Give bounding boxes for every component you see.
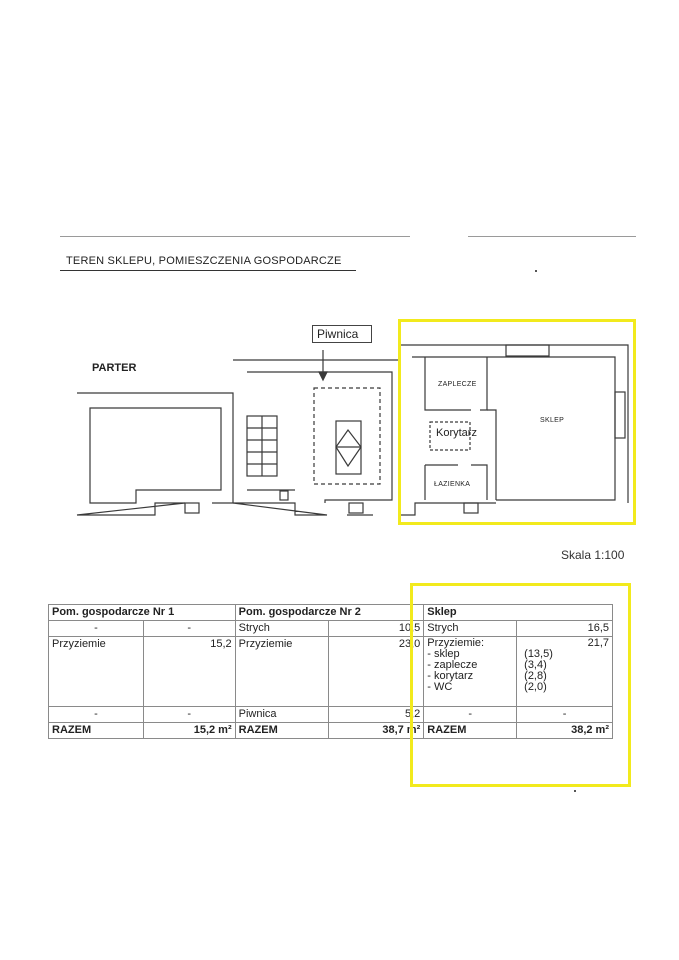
middle-building-outer <box>233 360 400 515</box>
table-cell: - <box>424 707 517 723</box>
table-cell: 16,5 <box>517 621 613 637</box>
korytarz-label: Korytarz <box>436 427 477 439</box>
sklep-label: SKLEP <box>540 417 565 424</box>
table-cell: Strych <box>424 621 517 637</box>
sklep-item: - sklep <box>427 648 460 660</box>
middle-building-inner <box>247 372 392 503</box>
total-label: RAZEM <box>235 723 328 739</box>
header-sklep: Sklep <box>424 605 613 621</box>
sklep-item-value: (2,0) <box>524 681 547 693</box>
total-label: RAZEM <box>49 723 144 739</box>
shop-plan-highlight <box>398 319 636 525</box>
left-building-outer <box>77 393 233 515</box>
table-cell: Przyziemie <box>49 637 144 707</box>
table-cell: 23,0 <box>328 637 424 707</box>
sklep-item: - WC <box>427 681 453 693</box>
table-cell: - <box>49 621 144 637</box>
table-cell: 5,2 <box>328 707 424 723</box>
table-cell: 10,5 <box>328 621 424 637</box>
table-cell: - <box>143 621 235 637</box>
header-pom-1: Pom. gospodarcze Nr 1 <box>49 605 236 621</box>
scale-label: Skala 1:100 <box>561 548 625 562</box>
sklep-item: - zaplecze <box>427 659 478 671</box>
table-cell: Piwnica <box>235 707 328 723</box>
sklep-item-value: (3,4) <box>524 659 547 671</box>
header-pom-2: Pom. gospodarcze Nr 2 <box>235 605 424 621</box>
table-cell: - <box>517 707 613 723</box>
sklep-przyziemie-label: Przyziemie: <box>427 637 485 649</box>
total-value: 38,2 m² <box>517 723 613 739</box>
total-value: 15,2 m² <box>143 723 235 739</box>
table-cell: Przyziemie <box>235 637 328 707</box>
total-value: 38,7 m² <box>328 723 424 739</box>
piwnica-label: Piwnica <box>312 325 372 343</box>
left-building-inner <box>90 408 221 503</box>
sklep-item-value: (13,5) <box>524 648 553 660</box>
table-cell: Strych <box>235 621 328 637</box>
zaplecze-label: ZAPLECZE <box>438 381 477 388</box>
table-cell: 15,2 <box>143 637 235 707</box>
sklep-item-value: (2,8) <box>524 670 547 682</box>
document-title: TEREN SKLEPU, POMIESZCZENIA GOSPODARCZE <box>66 255 342 267</box>
table-cell: - <box>143 707 235 723</box>
parter-label: PARTER <box>92 362 137 374</box>
total-label: RAZEM <box>424 723 517 739</box>
lazienka-label: ŁAZIENKA <box>434 481 471 488</box>
table-cell: - <box>49 707 144 723</box>
sklep-przyziemie-value: 21,7 <box>587 637 609 649</box>
sklep-item: - korytarz <box>427 670 474 682</box>
cellar-outline <box>314 388 380 484</box>
shop-table-highlight <box>410 583 631 787</box>
